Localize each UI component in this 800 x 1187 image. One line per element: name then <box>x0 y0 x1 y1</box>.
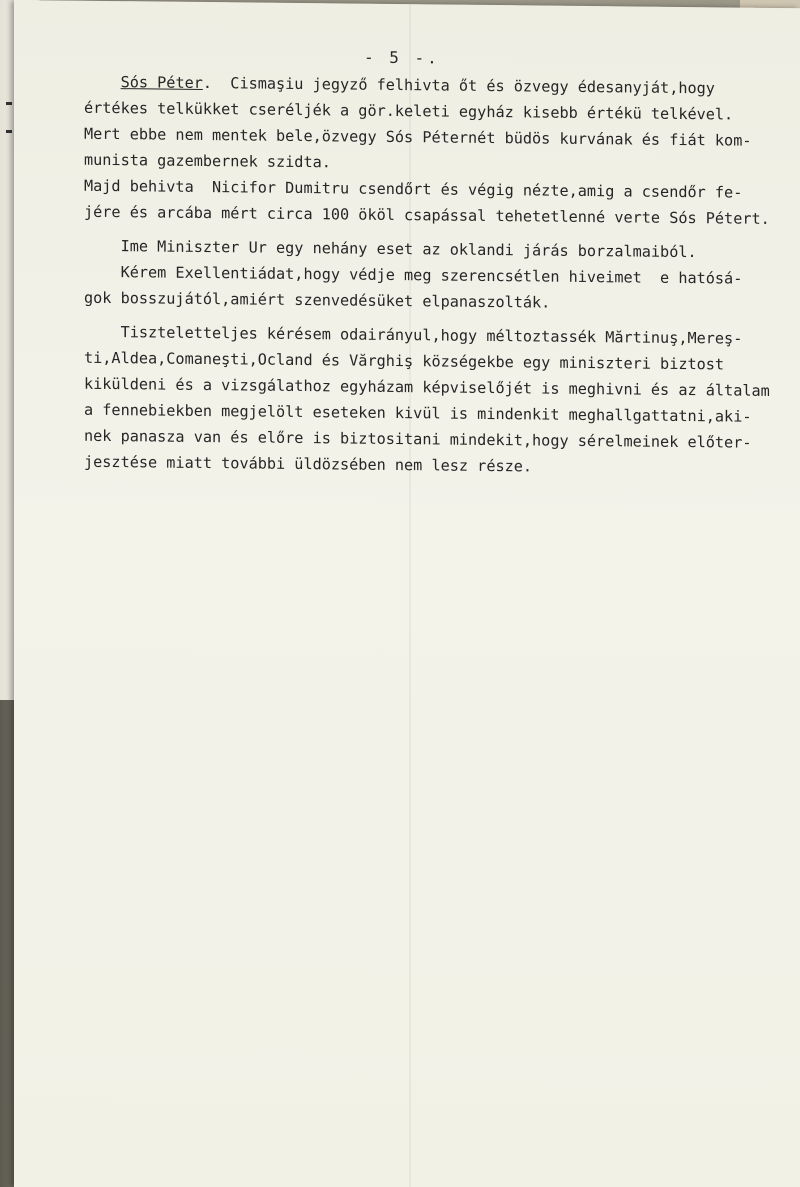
text-line: értékes telkükket cseréljék a gör.keleti egyház kisebb értékü telkével. <box>84 98 734 124</box>
line-continuation: . Cismaşiu jegyző felhivta őt és özvegy édesanyját,hogy <box>202 73 715 98</box>
typewritten-page <box>14 0 800 1187</box>
text-line: Mert ebbe nem mentek bele,özvegy Sós Péternét büdös kurvának és fiát kom- <box>84 124 752 150</box>
page-number: - 5 -. <box>364 47 440 68</box>
line-indent <box>84 73 121 91</box>
text-line: kiküldeni és a vizsgálathoz egyházam képviselőjét is meghivni és az általam <box>84 374 770 400</box>
page-body <box>84 69 784 482</box>
underlying-page-mark <box>6 102 12 105</box>
text-line: nek panasza van és előre is biztositani mindekit,hogy sérelmeinek előter- <box>84 426 752 452</box>
text-line: Majd behivta Nicifor Dumitru csendőrt és végig nézte,amig a csendőr fe- <box>84 176 743 202</box>
text-line: munista gazembernek szidta. <box>84 150 331 172</box>
text-line: Kérem Exellentiádat,hogy védje meg szerencsétlen hiveimet e hatósá- <box>84 262 743 288</box>
text-line: Ime Miniszter Ur egy nehány eset az oklandi járás borzalmaiból. <box>84 236 697 262</box>
text-line: ti,Aldea,Comaneşti,Ocland és Vărghiş községekbe egy miniszteri biztost <box>84 348 725 374</box>
text-line: Tiszteletteljes kérésem odairányul,hogy méltoztassék Mărtinuş,Mereş- <box>84 322 743 348</box>
underlying-page-mark <box>6 130 12 133</box>
text-line: jére és arcába mért circa 100 ököl csapással tehetetlenné verte Sós Pétert. <box>84 202 770 228</box>
text-line: gok bosszujától,amiért szenvedésüket elpanaszolták. <box>84 288 551 312</box>
text-line: jesztése miatt további üldözsében nem lesz része. <box>84 452 533 476</box>
text-line: a fennebiekben megjelölt eseteken kivül is mindenkit meghallgattatni,aki- <box>84 400 752 426</box>
underlined-name: Sós Péter <box>120 73 203 92</box>
